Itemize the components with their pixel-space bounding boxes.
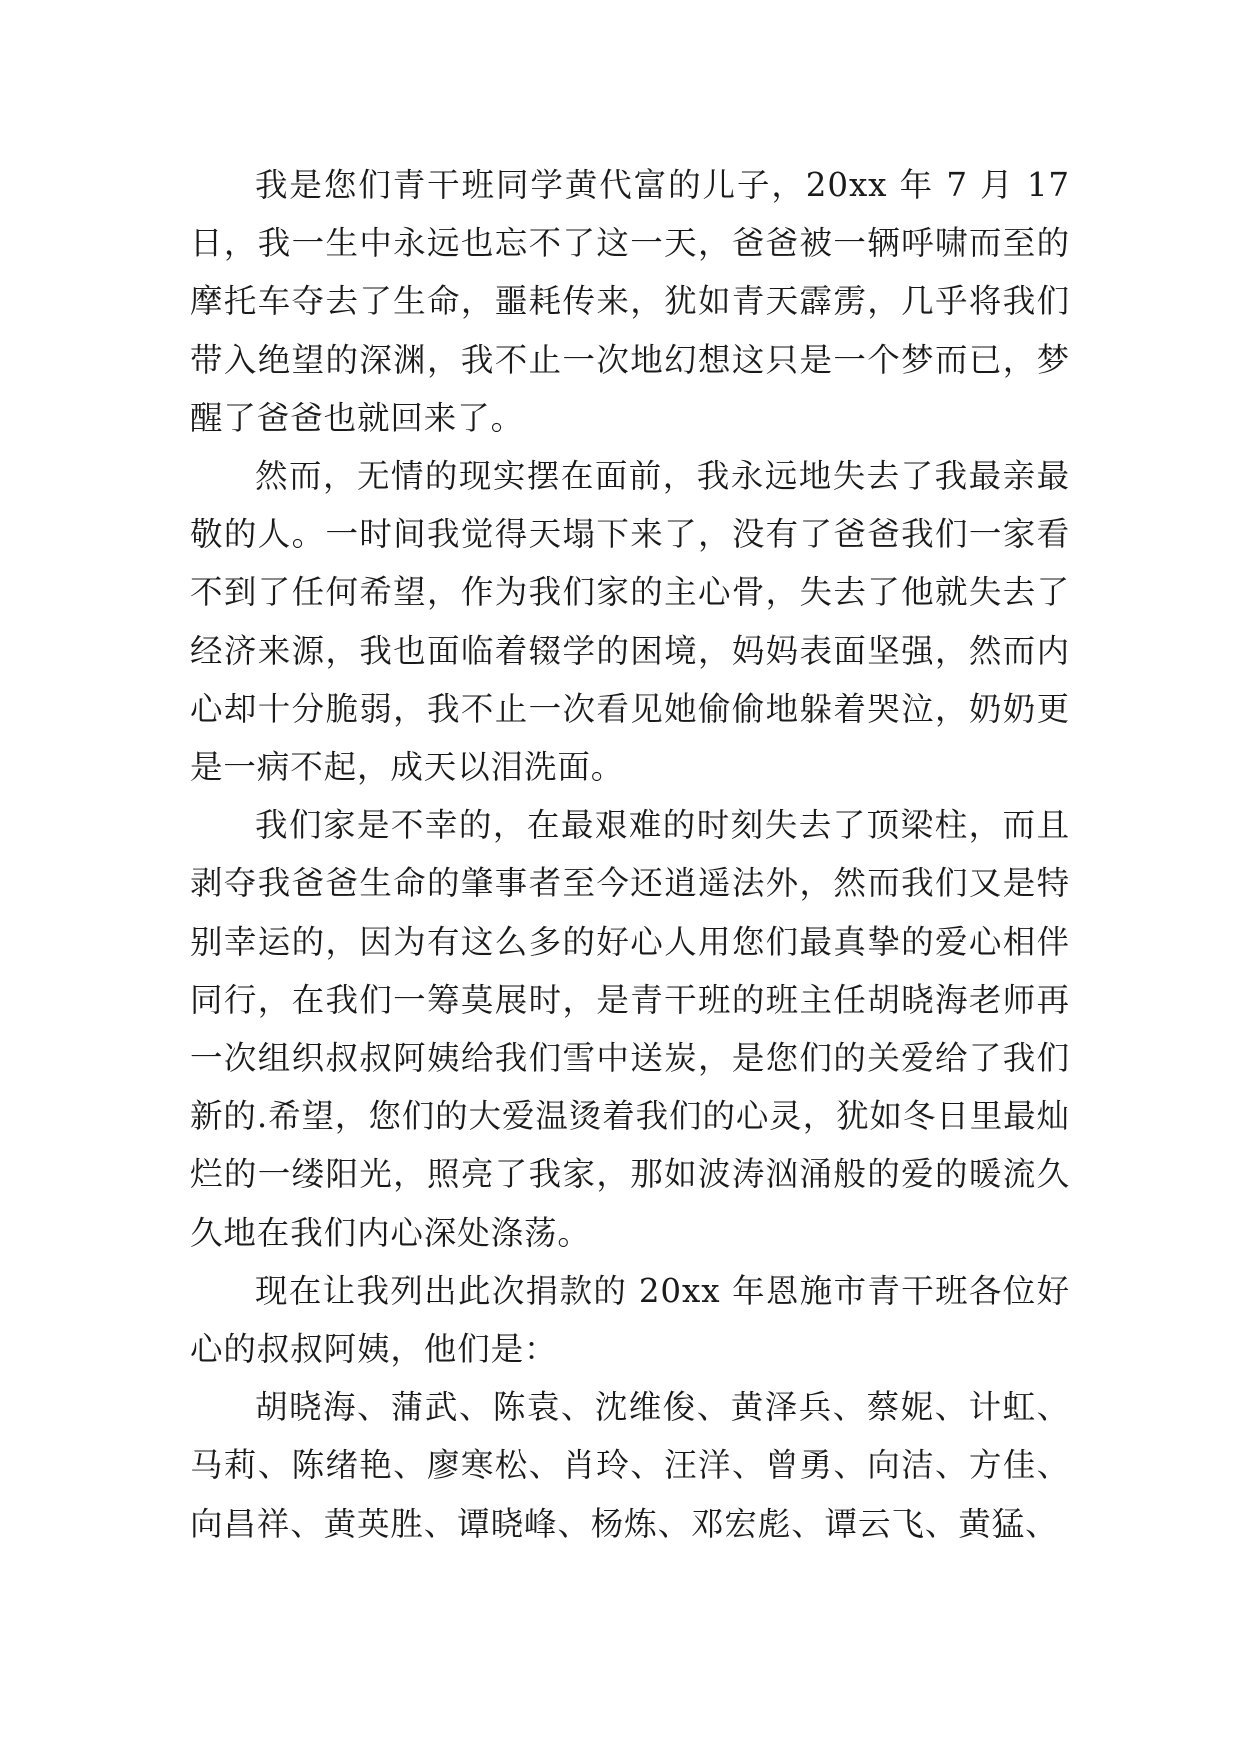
letter-body: [190, 156, 1070, 1553]
paragraph-loss: 然而，无情的现实摆在面前，我永远地失去了我最亲最敬的人。一时间我觉得天塌下来了，没有了爸爸我们一家看不到了任何希望，作为我们家的主心骨，失去了他就失去了经济来源，我也面临着辍学的困境，妈妈表面坚强，然而内心却十分脆弱，我不止一次看见她偷偷地躲着哭泣，奶奶更是一病不起，成天以泪洗面。: [190, 457, 1070, 787]
paragraph-gratitude: 我们家是不幸的，在最艰难的时刻失去了顶梁柱，而且剥夺我爸爸生命的肇事者至今还逍遥法外，然而我们又是特别幸运的，因为有这么多的好心人用您们最真挚的爱心相伴同行，在我们一筹莫展时，是青干班的班主任胡晓海老师再一次组织叔叔阿姨给我们雪中送炭，是您们的关爱给了我们新的.希望，您们的大爱温烫着我们的心灵，犹如冬日里最灿烂的一缕阳光，照亮了我家，那如波涛汹涌般的爱的暖流久久地在我们内心深处涤荡。: [190, 806, 1070, 1252]
donor-names: 胡晓海、蒲武、陈袁、沈维俊、黄泽兵、蔡妮、计虹、马莉、陈绪艳、廖寒松、肖玲、汪洋、曾勇、向洁、方佳、向昌祥、黄英胜、谭晓峰、杨炼、邓宏彪、谭云飞、黄猛、: [190, 1388, 1070, 1543]
paragraph-intro: 我是您们青干班同学黄代富的儿子，20xx 年 7 月 17 日，我一生中永远也忘不了这一天，爸爸被一辆呼啸而至的摩托车夺去了生命，噩耗传来，犹如青天霹雳，几乎将我们带入绝望的深渊，我不止一次地幻想这只是一个梦而已，梦醒了爸爸也就回来了。: [190, 166, 1071, 437]
paragraph-donor-intro: 现在让我列出此次捐款的 20xx 年恩施市青干班各位好心的叔叔阿姨，他们是：: [190, 1271, 1070, 1369]
